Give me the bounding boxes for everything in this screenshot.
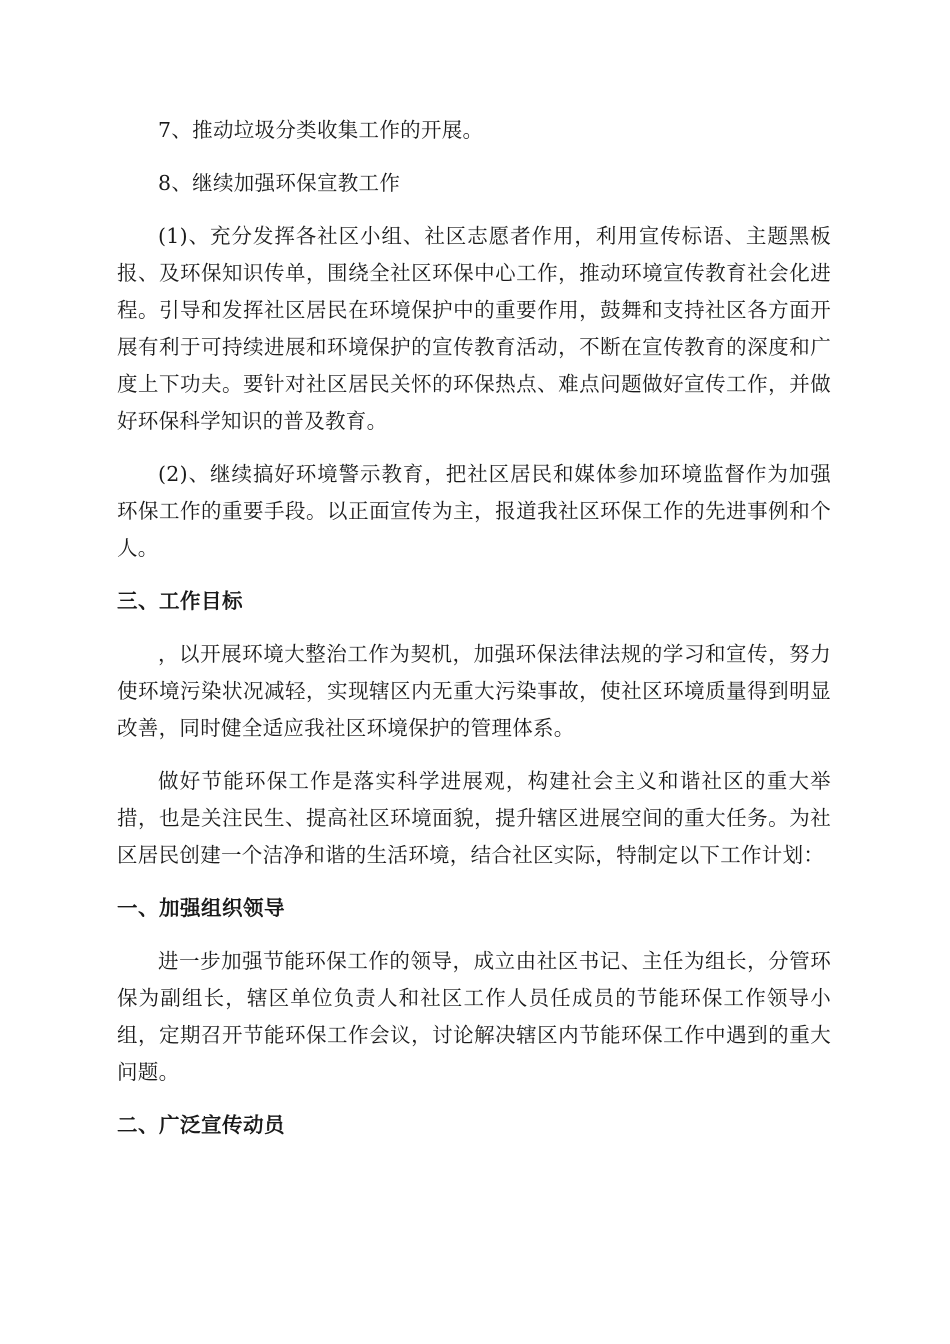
paragraph-leadership: 进一步加强节能环保工作的领导，成立由社区书记、主任为组长，分管环保为副组长，辖区单位负责人和社区工作人员任成员的节能环保工作领导小组，定期召开节能环保工作会议，讨论解决辖区内节能环保工作中遇到的重大问题。 bbox=[117, 949, 831, 1084]
paragraph-sub-1: (1)、充分发挥各社区小组、社区志愿者作用，利用宣传标语、主题黑板报、及环保知识传单，围绕全社区环保中心工作，推动环境宣传教育社会化进程。引导和发挥社区居民在环境保护中的重要作用，鼓舞和支持社区各方面开展有利于可持续进展和环境保护的宣传教育活动，不断在宣传教育的深度和广度上下功夫。要针对社区居民关怀的环保热点、难点问题做好宣传工作，并做好环保科学知识的普及教育。 bbox=[117, 224, 831, 433]
paragraph-item-7: 7、推动垃圾分类收集工作的开展。 bbox=[158, 118, 484, 142]
heading-work-goals: 三、工作目标 bbox=[117, 589, 243, 613]
heading-strengthen-leadership: 一、加强组织领导 bbox=[117, 896, 285, 920]
paragraph-item-8: 8、继续加强环保宣教工作 bbox=[158, 171, 401, 195]
paragraph-sub-2: (2)、继续搞好环境警示教育，把社区居民和媒体参加环境监督作为加强环保工作的重要手段。以正面宣传为主，报道我社区环保工作的先进事例和个人。 bbox=[117, 462, 831, 560]
heading-publicity: 二、广泛宣传动员 bbox=[117, 1113, 285, 1137]
paragraph-intro: 做好节能环保工作是落实科学进展观，构建社会主义和谐社区的重大举措，也是关注民生、提高社区环境面貌，提升辖区进展空间的重大任务。为社区居民创建一个洁净和谐的生活环境，结合社区实际，特制定以下工作计划： bbox=[117, 769, 831, 867]
document-body bbox=[117, 112, 831, 1160]
paragraph-goals: ，以开展环境大整治工作为契机，加强环保法律法规的学习和宣传，努力使环境污染状况减轻，实现辖区内无重大污染事故，使社区环境质量得到明显改善，同时健全适应我社区环境保护的管理体系。 bbox=[117, 642, 831, 740]
